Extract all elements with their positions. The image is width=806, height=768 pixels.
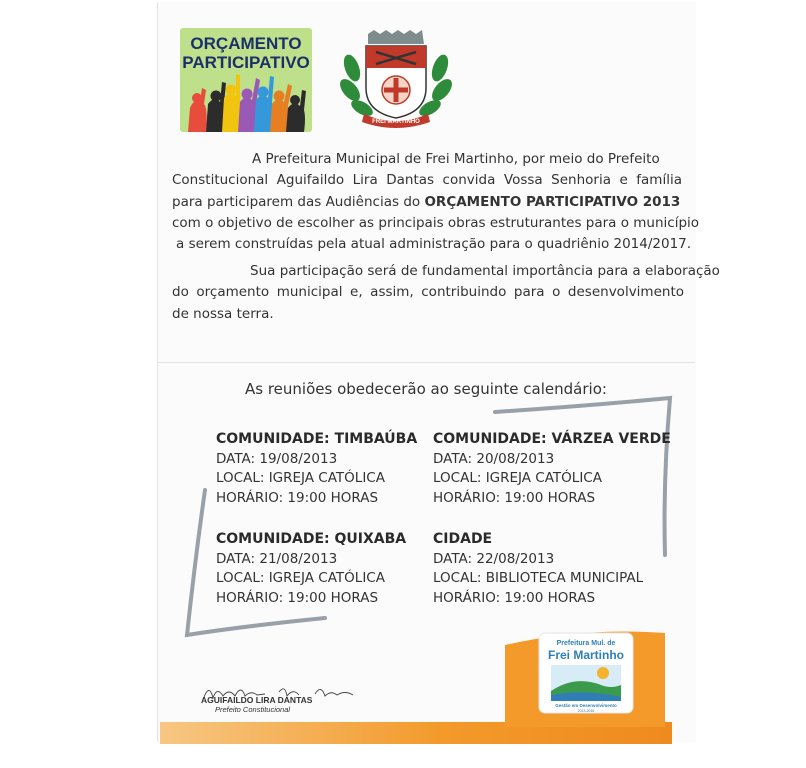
brand-years: 2013-2016 (577, 709, 595, 713)
orcamento-participativo-logo (180, 28, 312, 132)
prefeitura-brand-logo (505, 627, 665, 727)
logo-text-line1: ORÇAMENTO (190, 34, 302, 53)
meeting-heading: COMUNIDADE: QUIXABA (216, 531, 407, 547)
orcamento-2013-emphasis: ORÇAMENTO PARTICIPATIVO 2013 (424, 193, 681, 210)
intro-line-1: A Prefeitura Municipal de Frei Martinho, por meio do Prefeito (252, 151, 660, 167)
meeting-date: DATA: 19/08/2013 (216, 450, 338, 467)
meeting-time: HORÁRIO: 19:00 HORAS (216, 589, 379, 606)
logo-text-line2: PARTICIPATIVO (182, 53, 310, 72)
signatory-name: AGUIFAILDO LIRA DANTAS (201, 695, 313, 705)
fold-line (157, 362, 695, 363)
meeting-time: HORÁRIO: 19:00 HORAS (433, 589, 596, 606)
municipal-crest-icon (340, 28, 452, 128)
intro-paragraph (172, 149, 700, 255)
meeting-heading: COMUNIDADE: TIMBAÚBA (216, 431, 418, 447)
intro-line-3 (172, 192, 682, 213)
meeting-heading: COMUNIDADE: VÁRZEA VERDE (433, 431, 671, 447)
meeting-quixaba (216, 530, 406, 608)
meeting-heading: CIDADE (433, 531, 493, 547)
brand-line-2: Frei Martinho (547, 648, 625, 662)
signatory-role: Prefeito Constitucional (215, 705, 291, 714)
participation-line-2: do orçamento municipal e, assim, contribuindo para o desenvolvimento (172, 284, 684, 301)
schedule-title: As reuniões obedecerão ao seguinte calendário: (245, 380, 607, 398)
people-raising-hands-icon (180, 68, 312, 132)
intro-line-3-text: para participarem das Audiências do (172, 193, 425, 210)
meeting-date: DATA: 22/08/2013 (433, 550, 555, 567)
participation-paragraph (172, 261, 720, 325)
meeting-location: LOCAL: IGREJA CATÓLICA (216, 570, 385, 586)
meeting-location: LOCAL: BIBLIOTECA MUNICIPAL (433, 570, 644, 586)
landscape-icon (551, 665, 621, 701)
meeting-varzea-verde (433, 430, 671, 508)
intro-line-2: Constitucional Aguifaildo Lira Dantas convida Vossa Senhoria e família (172, 172, 682, 189)
participation-line-3: de nossa terra. (172, 305, 274, 322)
participation-line-1: Sua participação será de fundamental importância para a elaboração (250, 263, 720, 279)
meeting-location: LOCAL: IGREJA CATÓLICA (433, 470, 602, 486)
meeting-time: HORÁRIO: 19:00 HORAS (216, 489, 379, 506)
meeting-date: DATA: 21/08/2013 (216, 550, 338, 567)
meeting-time: HORÁRIO: 19:00 HORAS (433, 489, 596, 506)
brand-line-1: Prefeitura Mul. de (556, 640, 616, 647)
crest-ribbon-text: FREI MARTINHO (372, 119, 420, 125)
meeting-timbauba (216, 430, 417, 508)
meeting-location: LOCAL: IGREJA CATÓLICA (216, 470, 385, 486)
intro-line-4: com o objetivo de escolher as principais obras estruturantes para o município (172, 214, 700, 231)
brand-tagline: Gestão em Desenvolvimento (555, 703, 617, 708)
meeting-date: DATA: 20/08/2013 (433, 450, 555, 467)
intro-line-5: a serem construídas pela atual administração para o quadriênio 2014/2017. (176, 236, 692, 253)
meeting-cidade (433, 530, 643, 608)
